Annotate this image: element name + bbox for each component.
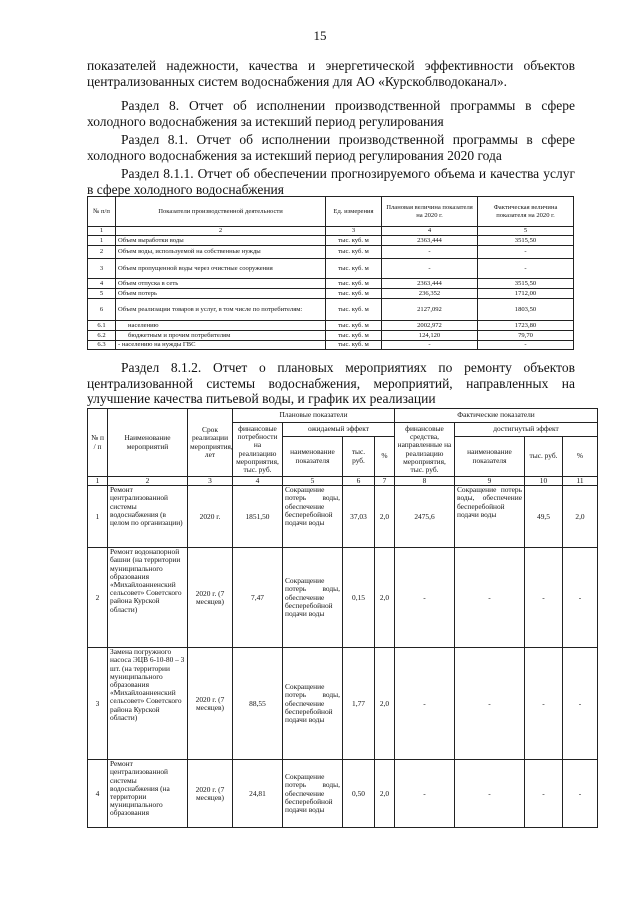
repair-measures-table [87,408,598,828]
row-plan: - [382,246,478,259]
row-plan: 2363,444 [382,279,478,289]
plan-effect: Сокращение потерь воды, обеспечение бесперебойной подачи воды [283,760,343,828]
fact-fin: 2475,6 [395,486,455,548]
column-number: 5 [478,227,574,236]
plan-pct: 2,0 [375,486,395,548]
table-row [88,648,598,760]
row-fact: - [478,246,574,259]
column-number: 7 [375,477,395,486]
column-number: 5 [283,477,343,486]
row-number: 3 [88,648,108,760]
header-num: № п / п [88,409,108,477]
measure-term: 2020 г. [188,486,233,548]
row-fact: 79,70 [478,331,574,341]
plan-rub: 0,50 [343,760,375,828]
row-unit: тыс. куб. м [326,321,382,331]
row-number: 6.3 [88,341,116,350]
row-label: Объем отпуска в сеть [116,279,326,289]
fact-effect: - [455,760,525,828]
column-number-row [88,227,574,236]
row-fact: 1712,00 [478,289,574,299]
table-row [88,321,574,331]
table-row [88,289,574,299]
column-number: 9 [455,477,525,486]
row-unit: тыс. куб. м [326,299,382,321]
header-rub: тыс. руб. [343,437,375,477]
row-number: 5 [88,289,116,299]
row-number: 1 [88,486,108,548]
fact-fin: - [395,760,455,828]
column-number: 1 [88,477,108,486]
row-unit: тыс. куб. м [326,289,382,299]
table-row [88,236,574,246]
plan-effect: Сокращение потерь воды, обеспечение бесперебойной подачи воды [283,548,343,648]
row-unit: тыс. куб. м [326,279,382,289]
row-number: 6.2 [88,331,116,341]
row-label: населению [116,321,326,331]
header-pct: % [375,437,395,477]
plan-pct: 2,0 [375,548,395,648]
section-8-heading: Раздел 8. Отчет об исполнении производственной программы в сфере холодного водоснабжения за истекший период регулирования [87,98,575,129]
table-row [88,246,574,259]
row-fact: - [478,341,574,350]
table-row [88,299,574,321]
plan-rub: 37,03 [343,486,375,548]
row-plan: - [382,259,478,279]
column-number: 8 [395,477,455,486]
header-fact: Фактические показатели [395,409,598,423]
row-plan: 2363,444 [382,236,478,246]
fact-effect: - [455,648,525,760]
row-number: 3 [88,259,116,279]
fact-pct: - [563,548,598,648]
plan-rub: 1,77 [343,648,375,760]
fact-rub: - [525,760,563,828]
row-label: - населению на нужды ГВС [116,341,326,350]
fact-pct: - [563,648,598,760]
column-number: 2 [116,227,326,236]
row-unit: тыс. куб. м [326,246,382,259]
page-number: 15 [313,28,327,43]
table-row [88,341,574,350]
plan-pct: 2,0 [375,648,395,760]
row-plan: 124,120 [382,331,478,341]
header-plan: Плановые показатели [233,409,395,423]
row-unit: тыс. куб. м [326,341,382,350]
plan-effect: Сокращение потерь воды, обеспечение бесперебойной подачи воды [283,486,343,548]
header-fact-fin: финансовые средства, направленные на реализацию мероприятия, тыс. руб. [395,423,455,477]
header-plan-effect: ожидаемый эффект [283,423,395,437]
fact-rub: - [525,648,563,760]
measure-name: Ремонт водонапорной башни (на территории муниципального образования «Михайлоанненский сельсовет» Советского района Курской области) [108,548,188,648]
measure-name: Замена погружного насоса ЭЦВ 6-10-80 – 3 шт. (на территории муниципального образования «Михайлоанненский сельсовет» Советского района Курской области) [108,648,188,760]
fact-effect: - [455,548,525,648]
row-label: Объем потерь [116,289,326,299]
measure-term: 2020 г. (7 месяцев) [188,648,233,760]
fact-fin: - [395,548,455,648]
measure-name: Ремонт централизованной системы водоснабжения (в целом по организации) [108,486,188,548]
fact-pct: 2,0 [563,486,598,548]
row-number: 6.1 [88,321,116,331]
header-cell: № п/п [88,197,116,227]
row-fact: 3515,50 [478,279,574,289]
fact-rub: 49,5 [525,486,563,548]
header-effect-name: наименование показателя [283,437,343,477]
column-number: 4 [233,477,283,486]
header-cell: Плановая величина показателя на 2020 г. [382,197,478,227]
column-number: 10 [525,477,563,486]
row-fact: 1723,80 [478,321,574,331]
measure-name: Ремонт централизованной системы водоснабжения (на территории муниципального образования [108,760,188,828]
row-number: 2 [88,548,108,648]
header-cell: Ед. измерения [326,197,382,227]
column-number: 4 [382,227,478,236]
intro-paragraph: показателей надежности, качества и энергетической эффективности объектов централизованных систем водоснабжения для АО «Курскоблводоканал». [87,58,575,89]
row-plan: - [382,341,478,350]
section-8-1-2-heading: Раздел 8.1.2. Отчет о плановых мероприятиях по ремонту объектов централизованной системы водоснабжения, мероприятий, направленных на улучшение качества питьевой воды, и график их реализации [87,360,575,406]
fact-pct: - [563,760,598,828]
column-number: 6 [343,477,375,486]
plan-fin: 88,55 [233,648,283,760]
column-number: 3 [326,227,382,236]
header-term: Срок реализации мероприятия, лет [188,409,233,477]
measure-term: 2020 г. (7 месяцев) [188,760,233,828]
header-cell: Показатели производственной деятельности [116,197,326,227]
row-fact: 3515,50 [478,236,574,246]
row-label: Объем пропущенной воды через очистные сооружения [116,259,326,279]
table-row [88,279,574,289]
row-fact: - [478,259,574,279]
row-plan: 236,352 [382,289,478,299]
table-header-row [88,197,574,227]
row-number: 2 [88,246,116,259]
header-fact-rub: тыс. руб. [525,437,563,477]
plan-fin: 1851,50 [233,486,283,548]
table-row [88,548,598,648]
section-8-1-1-heading: Раздел 8.1.1. Отчет об обеспечении прогнозируемого объема и качества услуг в сфере холодного водоснабжения [87,166,575,197]
row-plan: 2127,092 [382,299,478,321]
row-plan: 2002,972 [382,321,478,331]
fact-fin: - [395,648,455,760]
fact-rub: - [525,548,563,648]
table-row [88,760,598,828]
row-number: 6 [88,299,116,321]
row-unit: тыс. куб. м [326,259,382,279]
row-fact: 1803,50 [478,299,574,321]
row-number: 4 [88,760,108,828]
header-name: Наименование мероприятий [108,409,188,477]
header-fact-effect-name: наименование показателя [455,437,525,477]
header-cell: Фактическая величина показателя на 2020 г. [478,197,574,227]
plan-fin: 7,47 [233,548,283,648]
column-number: 11 [563,477,598,486]
row-label: бюджетным и прочим потребителям [116,331,326,341]
header-plan-fin: финансовые потребности на реализацию мероприятия, тыс. руб. [233,423,283,477]
plan-fin: 24,81 [233,760,283,828]
table-row [88,331,574,341]
column-number: 2 [108,477,188,486]
table-header-row [88,409,598,423]
row-label: Объем реализации товаров и услуг, в том числе по потребителям: [116,299,326,321]
row-unit: тыс. куб. м [326,331,382,341]
row-number: 1 [88,236,116,246]
row-label: Объем выработки воды [116,236,326,246]
measure-term: 2020 г. (7 месяцев) [188,548,233,648]
table-row [88,259,574,279]
header-fact-effect: достигнутый эффект [455,423,598,437]
column-number: 3 [188,477,233,486]
volume-table [87,196,574,350]
row-label: Объем воды, используемой на собственные нужды [116,246,326,259]
row-number: 4 [88,279,116,289]
plan-pct: 2,0 [375,760,395,828]
header-fact-pct: % [563,437,598,477]
plan-effect: Сокращение потерь воды, обеспечение бесперебойной подачи воды [283,648,343,760]
row-unit: тыс. куб. м [326,236,382,246]
table-row [88,486,598,548]
column-number: 1 [88,227,116,236]
plan-rub: 0,15 [343,548,375,648]
section-8-1-heading: Раздел 8.1. Отчет об исполнении производственной программы в сфере холодного водоснабжения за истекший период регулирования 2020 года [87,132,575,163]
fact-effect: Сокращение потерь воды, обеспечение бесперебойной подачи воды [455,486,525,548]
